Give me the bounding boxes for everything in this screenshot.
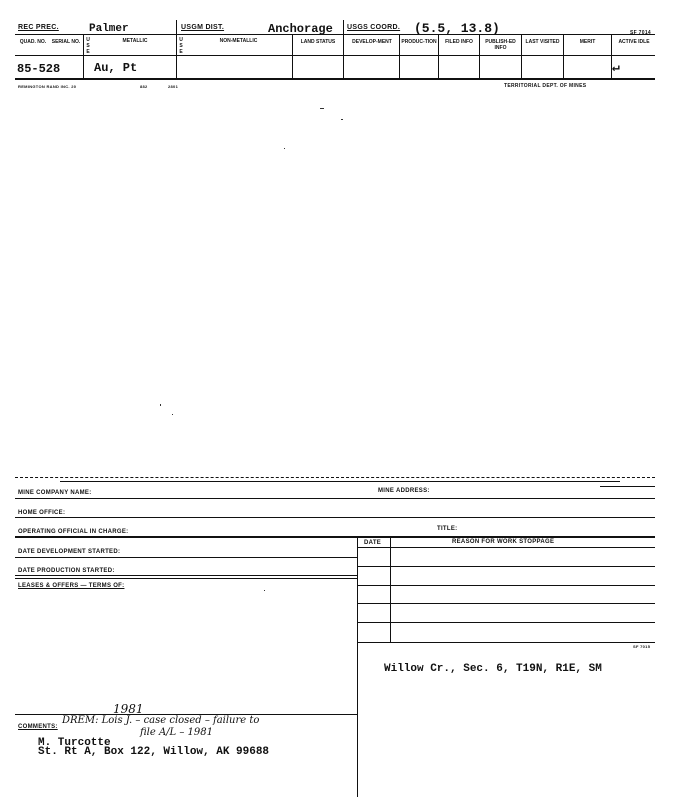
col-development: DEVELOP-MENT [352, 39, 392, 45]
col-production: PRODUC-TION [401, 39, 437, 45]
title-label: TITLE: [437, 526, 458, 532]
date-col-label: DATE [364, 540, 382, 546]
usgs-coord-value: (5.5, 13.8) [414, 21, 500, 36]
col-serial-no: SERIAL NO. [51, 39, 81, 45]
form-number-bottom: SF 7015 [633, 644, 651, 649]
comments-line-2: file A/L – 1981 [140, 727, 214, 738]
usgm-dist-value: Anchorage [268, 22, 333, 36]
home-office-label: HOME OFFICE: [18, 510, 66, 516]
usgs-coord-label: USGS COORD. [347, 24, 401, 31]
col-merit: MERIT [579, 39, 596, 45]
col-non-metallic: NON-METALLIC [219, 38, 258, 44]
rec-prec-value: Palmer [89, 23, 129, 35]
col-last-visited: LAST VISITED [525, 39, 560, 45]
form-number-top: SF 7014 [630, 30, 652, 36]
quad-serial-value: 85-528 [17, 62, 61, 76]
owner-address: St. Rt A, Box 122, Willow, AK 99688 [38, 746, 270, 758]
metallic-value: Au, Pt [94, 61, 138, 75]
date-development-label: DATE DEVELOPMENT STARTED: [18, 549, 121, 555]
printer-code-2: 2801 [168, 84, 179, 89]
col-metallic: METALLIC [122, 38, 148, 44]
col-filed-info: FILED INFO [445, 39, 473, 45]
reason-col-label: REASON FOR WORK STOPPAGE [452, 539, 555, 545]
rec-prec-label: REC PREC. [18, 24, 59, 31]
location-value: Willow Cr., Sec. 6, T19N, R1E, SM [384, 663, 602, 675]
col-published-info: PUBLISH-ED INFO [485, 39, 516, 51]
col-land-status: LAND STATUS [300, 39, 336, 45]
mine-company-name-label: MINE COMPANY NAME: [18, 490, 92, 496]
owner-name: M. Turcotte [38, 737, 111, 749]
col-active-idle: ACTIVE IDLE [618, 39, 650, 45]
col-use-metallic: U S E [86, 37, 90, 55]
department-label: TERRITORIAL DEPT. OF MINES [504, 83, 587, 89]
usgm-dist-label: USGM DIST. [181, 24, 225, 31]
col-use-nonmetallic: U S E [179, 37, 183, 55]
year-note: 1981 [113, 702, 144, 716]
printer-code-1: 882 [140, 84, 148, 89]
date-production-label: DATE PRODUCTION STARTED: [18, 568, 115, 574]
operating-official-label: OPERATING OFFICIAL IN CHARGE: [18, 529, 129, 535]
leases-label: LEASES & OFFERS — TERMS OF: [18, 583, 125, 589]
comments-line-1: DREM: Lois J. – case closed – failure to [62, 715, 260, 726]
comments-label: COMMENTS: [18, 724, 58, 730]
printer-label: REMINGTON RAND INC. 20 [18, 84, 77, 89]
active-idle-mark: ↵ [612, 60, 620, 75]
mine-address-label: MINE ADDRESS: [378, 488, 430, 494]
col-quad-no: QUAD. NO. [19, 39, 47, 45]
